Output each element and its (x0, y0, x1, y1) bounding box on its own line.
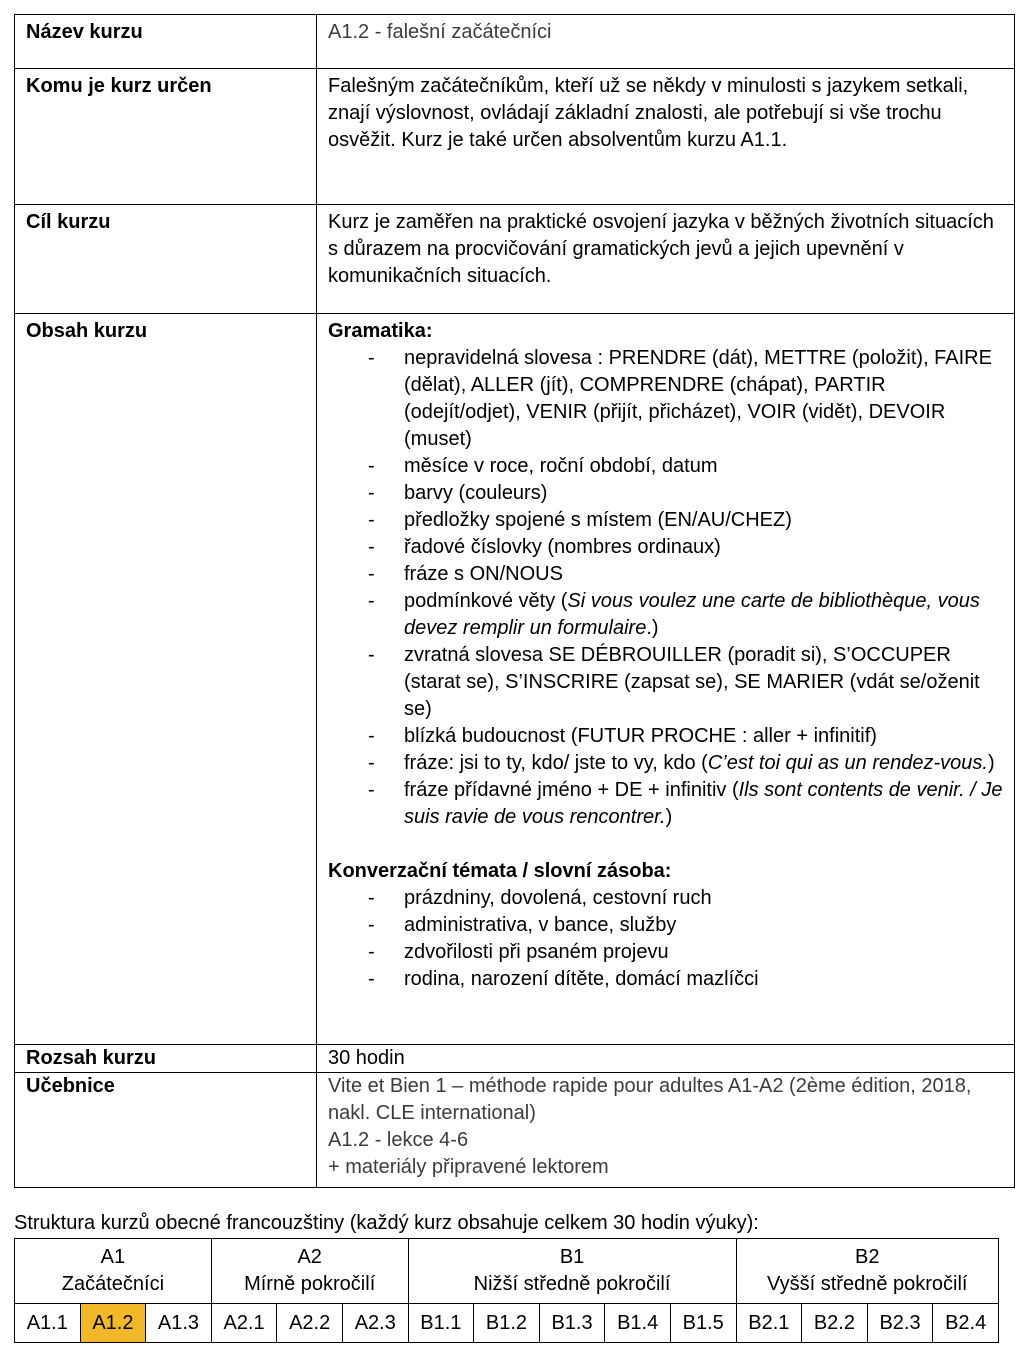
list-item-text: administrativa, v bance, služby (404, 914, 677, 936)
grammar-list (328, 345, 1004, 831)
list-item (368, 777, 1004, 831)
sublevel-cell: A2.3 (342, 1304, 408, 1343)
dash-bullet: - (368, 536, 375, 558)
course-range-value: 30 hodin (317, 1045, 1015, 1073)
sublevel-cell: B2.1 (736, 1304, 802, 1343)
list-item (368, 588, 1004, 642)
topics-title: Konverzační témata / slovní zásoba: (328, 860, 672, 882)
course-content-value (317, 314, 1015, 1045)
list-item (368, 453, 1004, 480)
dash-bullet: - (368, 509, 375, 531)
list-item-text: prázdniny, dovolená, cestovní ruch (404, 887, 712, 909)
course-info-table (14, 14, 1015, 1188)
level-b2 (736, 1239, 998, 1304)
section-spacer (328, 831, 1004, 858)
list-item (368, 723, 1004, 750)
level-name: Začátečníci (61, 1273, 165, 1295)
level-code: B1 (559, 1246, 585, 1268)
sublevel-cell: B2.4 (933, 1304, 999, 1343)
list-item (368, 939, 1004, 966)
list-item-text: barvy (couleurs) (404, 482, 548, 504)
list-item-text-end: ) (987, 752, 995, 774)
level-b1 (408, 1239, 736, 1304)
sublevel-cell: A1.1 (15, 1304, 81, 1343)
sublevel-cell: B1.5 (670, 1304, 736, 1343)
list-item-text: řadové číslovky (nombres ordinaux) (404, 536, 721, 558)
course-content-label: Obsah kurzu (15, 314, 317, 1045)
list-item-example: Si vous voulez une carte de bibliothèque, vous devez remplir un formulaire (404, 590, 980, 639)
sublevel-cell: B1.3 (539, 1304, 605, 1343)
textbook-line: Vite et Bien 1 – méthode rapide pour adultes A1-A2 (2ème édition, 2018, nakl. CLE international) (328, 1075, 972, 1124)
course-goal-label: Cíl kurzu (15, 205, 317, 314)
dash-bullet: - (368, 887, 375, 909)
level-name: Vyšší středně pokročilí (767, 1273, 968, 1295)
dash-bullet: - (368, 563, 375, 585)
list-item-text-end: ) (665, 806, 673, 828)
list-item (368, 750, 1004, 777)
course-textbook-row (15, 1073, 1015, 1188)
course-textbook-value (317, 1073, 1015, 1188)
course-name-row (15, 15, 1015, 69)
level-a1 (15, 1239, 212, 1304)
list-item-text: fráze přídavné jméno + DE + infinitiv ( (404, 779, 739, 801)
dash-bullet: - (368, 725, 375, 747)
list-item (368, 507, 1004, 534)
list-item (368, 534, 1004, 561)
list-item (368, 885, 1004, 912)
dash-bullet: - (368, 752, 375, 774)
sublevel-cell: B1.2 (474, 1304, 540, 1343)
course-name-label: Název kurzu (15, 15, 317, 69)
sublevel-cell: A1.3 (146, 1304, 212, 1343)
dash-bullet: - (368, 644, 375, 666)
dash-bullet: - (368, 455, 375, 477)
sublevel-cell: A1.2 (80, 1304, 146, 1343)
dash-bullet: - (368, 968, 375, 990)
sublevel-cell: B2.2 (802, 1304, 868, 1343)
level-code: B2 (855, 1246, 880, 1268)
list-item-text: zdvořilosti při psaném projevu (404, 941, 669, 963)
level-name: Mírně pokročilí (244, 1273, 376, 1295)
dash-bullet: - (368, 779, 375, 801)
list-item (368, 345, 1004, 453)
structure-caption: Struktura kurzů obecné francouzštiny (každý kurz obsahuje celkem 30 hodin výuky): (14, 1212, 759, 1234)
course-audience-row (15, 69, 1015, 205)
dash-bullet: - (368, 347, 375, 369)
dash-bullet: - (368, 914, 375, 936)
sublevels-row (15, 1304, 999, 1343)
sublevel-cell: A2.1 (211, 1304, 277, 1343)
course-goal-value: Kurz je zaměřen na praktické osvojení jazyka v běžných životních situacích s důrazem na procvičování gramatických jevů a jejich upevnění v komunikačních situacích. (317, 205, 1015, 314)
list-item (368, 912, 1004, 939)
level-code: A2 (297, 1246, 322, 1268)
course-content-row (15, 314, 1015, 1045)
list-item-text: blízká budoucnost (FUTUR PROCHE : aller + infinitif) (404, 725, 877, 747)
list-item-text-end: .) (646, 617, 659, 639)
list-item-example: C’est toi qui as un rendez-vous. (707, 752, 988, 774)
course-name-value: A1.2 - falešní začátečníci (317, 15, 1015, 69)
course-audience-label: Komu je kurz určen (15, 69, 317, 205)
list-item-text: zvratná slovesa SE DÉBROUILLER (poradit si), S’OCCUPER (starat se), S’INSCRIRE (zapsat se), SE MARIER (vdát se/oženit se) (404, 644, 980, 720)
list-item-example: Ils sont contents de venir. / Je suis ravie de vous rencontrer. (404, 779, 1003, 828)
course-goal-row (15, 205, 1015, 314)
list-item-text: fráze s ON/NOUS (404, 563, 563, 585)
level-name: Nižší středně pokročilí (473, 1273, 671, 1295)
levels-row (15, 1239, 999, 1304)
dash-bullet: - (368, 482, 375, 504)
course-range-row (15, 1045, 1015, 1073)
list-item-text: nepravidelná slovesa : PRENDRE (dát), METTRE (položit), FAIRE (dělat), ALLER (jít), COMPRENDRE (chápat), PARTIR (odejít/odjet), VENIR (přijít, přicházet), VOIR (vidět), DEVOIR (muset) (404, 347, 992, 450)
list-item-text: měsíce v roce, roční období, datum (404, 455, 718, 477)
course-range-label: Rozsah kurzu (15, 1045, 317, 1073)
textbook-line: + materiály připravené lektorem (328, 1156, 609, 1178)
list-item (368, 966, 1004, 993)
list-item (368, 480, 1004, 507)
dash-bullet: - (368, 941, 375, 963)
list-item-text: fráze: jsi to ty, kdo/ jste to vy, kdo ( (404, 752, 708, 774)
list-item-text: podmínkové věty ( (404, 590, 568, 612)
level-code: A1 (100, 1246, 126, 1268)
grammar-title: Gramatika: (328, 320, 433, 342)
dash-bullet: - (368, 590, 375, 612)
topics-list (328, 885, 1004, 993)
list-item (368, 642, 1004, 723)
sublevel-cell: A2.2 (277, 1304, 343, 1343)
course-textbook-label: Učebnice (15, 1073, 317, 1188)
sublevel-cell: B2.3 (867, 1304, 933, 1343)
course-audience-value: Falešným začátečníkům, kteří už se někdy v minulosti s jazykem setkali, znají výslovnost, ovládají základní znalosti, ale potřebují si vše trochu osvěžit. Kurz je také určen absolventům kurzu A1.1. (317, 69, 1015, 205)
list-item (368, 561, 1004, 588)
list-item-text: předložky spojené s místem (EN/AU/CHEZ) (404, 509, 792, 531)
level-a2 (211, 1239, 408, 1304)
list-item-text: rodina, narození dítěte, domácí mazlíčci (404, 968, 759, 990)
sublevel-cell: B1.4 (605, 1304, 671, 1343)
course-structure-table (14, 1238, 999, 1343)
sublevel-cell: B1.1 (408, 1304, 474, 1343)
textbook-line: A1.2 - lekce 4-6 (328, 1129, 469, 1151)
